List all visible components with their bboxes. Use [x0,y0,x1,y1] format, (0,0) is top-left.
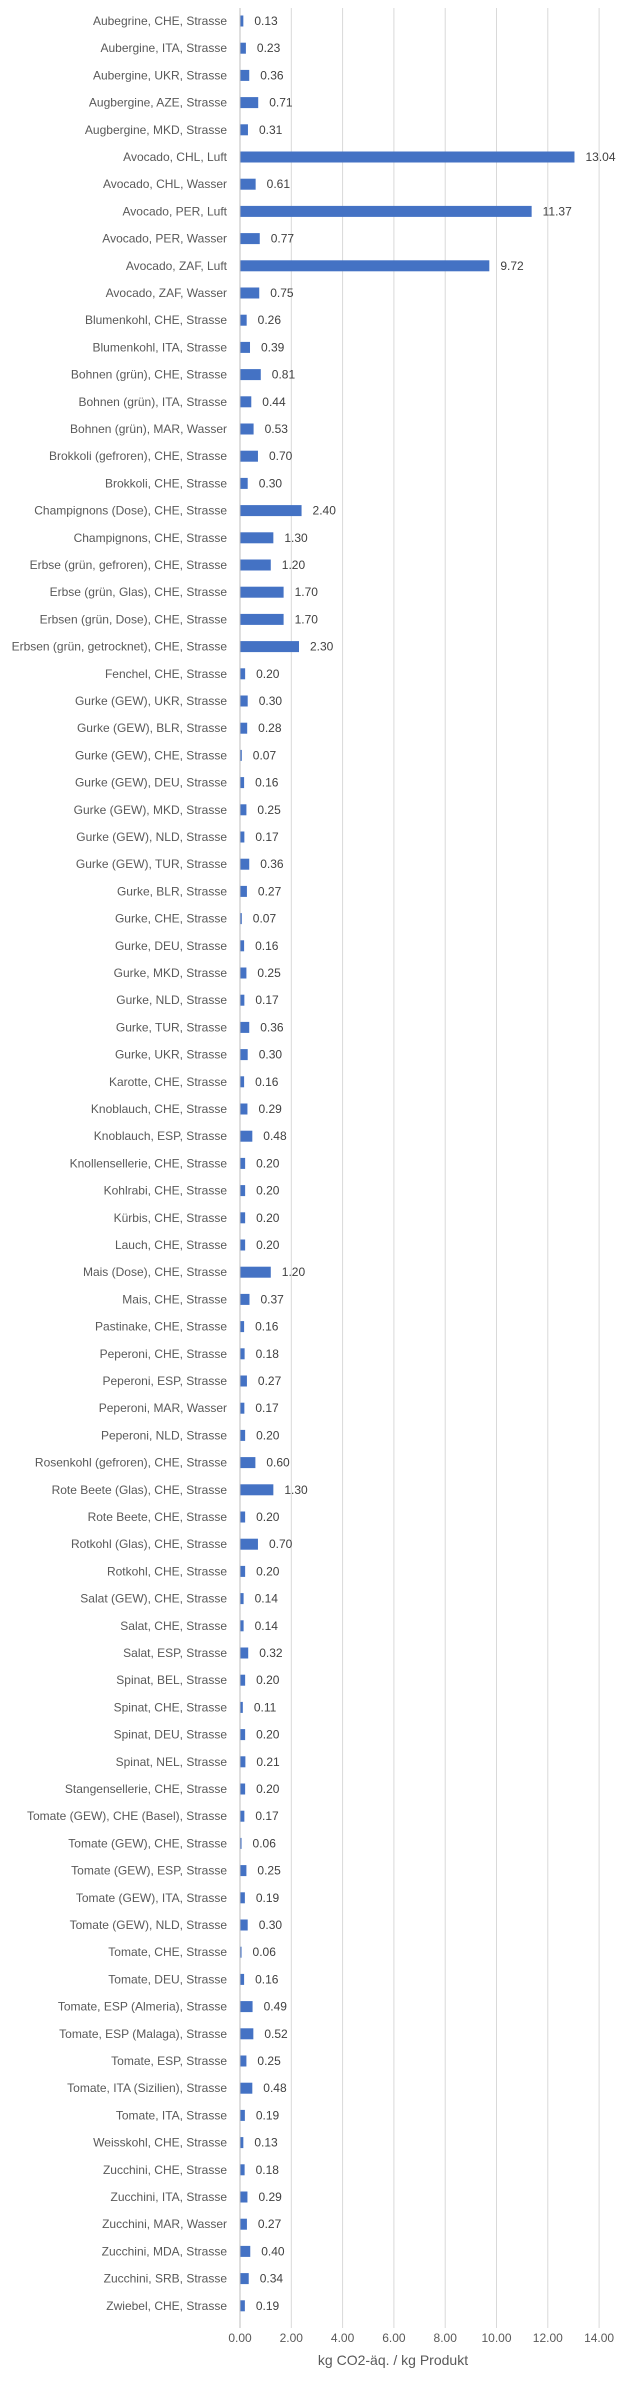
category-label: Karotte, CHE, Strasse [108,1074,227,1089]
value-label: 0.20 [256,1782,280,1796]
bar [240,641,299,652]
value-label: 0.25 [257,802,281,817]
value-label: 0.49 [263,1999,287,2014]
category-label: Gurke (GEW), UKR, Strasse [74,694,227,708]
bar [240,1648,248,1659]
category-label: Zucchini, SRB, Strasse [103,2271,227,2286]
value-label: 0.17 [255,1809,279,1824]
bar [240,1267,271,1278]
bar [240,179,256,190]
value-label: 0.20 [256,1238,280,1252]
value-label: 0.18 [255,1346,279,1361]
bar [240,260,489,271]
bar [240,587,284,598]
category-label: Aubegrine, CHE, Strasse [92,14,227,28]
value-label: 0.28 [258,721,282,736]
value-label: 0.71 [269,95,293,110]
bar [240,2137,243,2148]
category-label: Tomate, ITA, Strasse [115,2108,227,2123]
category-label: Tomate (GEW), ESP, Strasse [71,1863,227,1878]
bar [240,2056,246,2067]
value-label: 0.20 [256,1510,280,1524]
value-label: 0.70 [268,1537,293,1552]
x-tick-label: 0.00 [228,2331,252,2345]
value-label: 0.11 [253,1700,277,1715]
bar [240,315,247,326]
x-tick-label: 12.00 [532,2331,563,2345]
value-label: 0.70 [268,449,293,464]
value-label: 0.20 [256,1673,280,1688]
bar [240,124,248,135]
category-label: Rotkohl (Glas), CHE, Strasse [70,1537,227,1552]
value-label: 0.13 [254,2135,278,2150]
value-label: 0.36 [260,857,284,872]
bar [240,995,244,1006]
category-label: Tomate, ESP (Malaga), Strasse [59,2026,227,2041]
category-label: Champignons (Dose), CHE, Strasse [34,503,227,518]
value-label: 0.30 [258,1047,283,1062]
value-label: 0.23 [256,41,281,56]
category-label: Gurke (GEW), NLD, Strasse [76,830,227,844]
category-label: Lauch, CHE, Strasse [114,1238,227,1252]
bar [240,1811,244,1822]
category-label: Spinat, DEU, Strasse [113,1727,227,1742]
bar [240,1484,273,1495]
bar [240,2273,249,2284]
category-label: Salat (GEW), CHE, Strasse [80,1591,227,1606]
bar [240,451,258,462]
bar [240,1593,244,1604]
x-tick-label: 6.00 [382,2331,406,2345]
bar [240,1049,248,1060]
value-label: 1.30 [284,530,308,545]
value-label: 0.27 [257,1374,282,1388]
bar [240,2219,247,2230]
bar [240,1158,245,1169]
category-label: Tomate, DEU, Strasse [108,1972,227,1987]
category-label: Erbse (grün, gefroren), CHE, Strasse [29,558,227,572]
value-label: 0.53 [264,422,288,436]
category-label: Weisskohl, CHE, Strasse [93,2135,227,2150]
bar [240,1430,245,1441]
category-label: Erbsen (grün, Dose), CHE, Strasse [39,612,227,627]
category-label: Avocado, PER, Luft [122,204,227,219]
bar [240,940,244,951]
value-label: 0.20 [256,1156,280,1171]
value-label: 0.20 [256,1428,280,1443]
category-label: Tomate, ESP, Strasse [111,2054,227,2068]
bar [240,97,258,108]
bar [240,206,532,217]
category-label: Zucchini, CHE, Strasse [102,2162,227,2177]
value-label: 0.20 [256,666,280,681]
bar [240,614,284,625]
category-label: Rosenkohl (gefroren), CHE, Strasse [34,1455,227,1470]
category-label: Gurke, NLD, Strasse [116,993,227,1008]
bar [240,1321,244,1332]
value-label: 0.20 [256,1727,280,1742]
value-label: 0.14 [254,1591,278,1606]
value-label: 0.75 [270,286,294,300]
value-label: 0.32 [259,1646,283,1660]
bar [240,152,574,163]
category-label: Knoblauch, CHE, Strasse [90,1102,227,1116]
category-labels [12,14,228,2313]
value-label: 13.04 [585,150,616,164]
category-label: Champignons, CHE, Strasse [73,530,227,545]
category-label: Salat, CHE, Strasse [120,1618,227,1633]
value-label: 0.48 [263,1129,287,1144]
bar [240,859,249,870]
value-label: 0.37 [260,1292,284,1307]
bar [240,723,247,734]
category-label: Mais (Dose), CHE, Strasse [82,1265,227,1280]
value-label: 0.20 [256,1564,280,1579]
bar [240,1348,245,1359]
category-label: Tomate, CHE, Strasse [108,1945,227,1960]
bar [240,832,244,843]
bar [240,1675,245,1686]
value-label: 0.36 [260,68,284,83]
value-label: 0.17 [255,830,279,844]
value-label: 0.16 [255,1074,279,1089]
bar [240,2110,245,2121]
bar [240,2083,252,2094]
category-label: Tomate, ESP (Almeria), Strasse [57,1999,227,2014]
value-label: 0.60 [266,1455,290,1470]
category-label: Augbergine, MKD, Strasse [84,122,227,137]
bar [240,1403,244,1414]
value-label: 0.20 [256,1210,280,1225]
category-label: Zucchini, MAR, Wasser [102,2217,227,2232]
category-label: Avocado, ZAF, Wasser [105,286,227,300]
bar [240,1240,245,1251]
category-label: Gurke, CHE, Strasse [114,911,227,926]
value-label: 0.16 [255,1319,279,1334]
value-label: 1.20 [281,1265,306,1280]
category-label: Peperoni, NLD, Strasse [100,1428,227,1443]
category-label: Bohnen (grün), MAR, Wasser [70,422,227,436]
value-label: 2.30 [309,639,334,654]
category-label: Blumenkohl, ITA, Strasse [92,340,227,355]
category-label: Zucchini, ITA, Strasse [110,2190,227,2204]
value-label: 0.30 [258,694,283,708]
bar [240,1022,249,1033]
category-label: Erbse (grün, Glas), CHE, Strasse [49,585,227,600]
value-label: 0.16 [255,1972,279,1987]
category-label: Gurke, DEU, Strasse [114,938,227,953]
bar [240,696,248,707]
value-label: 1.20 [281,558,306,572]
category-label: Peperoni, ESP, Strasse [102,1374,227,1388]
bar [240,668,245,679]
category-label: Augbergine, AZE, Strasse [88,95,227,110]
category-label: Tomate, ITA (Sizilien), Strasse [67,2081,227,2096]
category-label: Mais, CHE, Strasse [122,1292,227,1307]
category-label: Fenchel, CHE, Strasse [104,666,227,681]
bar [240,1892,245,1903]
bar [240,478,248,489]
bar [240,1131,252,1142]
category-label: Avocado, CHL, Wasser [102,177,227,192]
bar [240,2164,245,2175]
category-label: Tomate (GEW), NLD, Strasse [69,1918,227,1932]
value-label: 0.81 [271,367,296,382]
bar [240,2028,253,2039]
bar [240,1620,244,1631]
category-label: Gurke, UKR, Strasse [114,1047,227,1062]
category-label: Gurke (GEW), BLR, Strasse [76,721,227,736]
bar [240,1865,246,1876]
bar [240,2300,245,2311]
value-label: 0.13 [254,14,278,28]
value-label: 0.17 [255,1401,279,1416]
category-label: Gurke, MKD, Strasse [113,966,227,980]
value-label: 2.40 [312,503,336,518]
bar [240,1212,245,1223]
value-label: 1.70 [294,612,318,627]
bar [240,1104,247,1115]
gridlines [291,8,599,2328]
value-label: 0.25 [257,966,281,980]
value-label: 0.19 [255,2298,280,2313]
category-label: Avocado, CHL, Luft [123,150,227,164]
value-label: 0.06 [252,1945,276,1960]
bar [240,505,302,516]
bar [240,1185,245,1196]
bar [240,1920,248,1931]
bar [240,777,244,788]
category-label: Tomate (GEW), ITA, Strasse [75,1890,227,1905]
value-label: 0.44 [262,394,286,409]
x-tick-labels [228,2331,614,2345]
value-label: 0.16 [255,775,279,790]
value-label: 0.36 [260,1020,284,1035]
category-label: Kürbis, CHE, Strasse [113,1210,227,1225]
value-label: 0.52 [264,2026,288,2041]
value-label: 0.07 [252,748,277,763]
x-axis-title: kg CO2-äq. / kg Produkt [317,2352,469,2368]
category-label: Tomate (GEW), CHE (Basel), Strasse [26,1809,227,1824]
x-tick-label: 2.00 [279,2331,303,2345]
x-tick-label: 10.00 [481,2331,512,2345]
value-label: 0.16 [255,938,279,953]
category-label: Spinat, CHE, Strasse [113,1700,227,1715]
value-label: 0.39 [261,340,285,355]
category-label: Gurke (GEW), DEU, Strasse [74,775,227,790]
bar [240,424,254,435]
value-label: 0.26 [257,313,282,328]
bar [240,1974,244,1985]
x-tick-label: 14.00 [584,2331,615,2345]
value-labels [253,14,616,2313]
bar [240,1784,245,1795]
bar [240,1729,245,1740]
category-label: Rotkohl, CHE, Strasse [106,1564,227,1579]
bar [240,2192,247,2203]
bar [240,70,249,81]
category-label: Bohnen (grün), ITA, Strasse [78,394,227,409]
category-label: Avocado, PER, Wasser [102,231,227,246]
category-label: Stangensellerie, CHE, Strasse [64,1782,227,1796]
category-label: Gurke (GEW), TUR, Strasse [75,857,227,872]
category-label: Bohnen (grün), CHE, Strasse [70,367,227,382]
category-label: Knollensellerie, CHE, Strasse [69,1156,227,1171]
value-label: 0.19 [255,2108,280,2123]
bar [240,1539,258,1550]
category-label: Avocado, ZAF, Luft [125,258,227,273]
bar [240,288,259,299]
category-label: Zucchini, MDA, Strasse [101,2244,227,2259]
bar [240,2001,253,2012]
bar [240,342,250,353]
value-label: 0.18 [255,2162,279,2177]
bar [240,560,271,571]
value-label: 0.19 [255,1890,280,1905]
category-label: Knoblauch, ESP, Strasse [93,1129,227,1144]
category-label: Aubergine, UKR, Strasse [92,68,227,83]
value-label: 0.14 [254,1618,278,1633]
bar [240,1457,255,1468]
category-label: Zwiebel, CHE, Strasse [106,2298,227,2313]
bar [240,1756,245,1767]
bar [240,1076,244,1087]
value-label: 0.34 [259,2271,284,2286]
value-label: 0.77 [270,231,295,246]
bar [240,968,246,979]
value-label: 0.30 [258,1918,283,1932]
bar [240,43,246,54]
category-label: Blumenkohl, CHE, Strasse [84,313,227,328]
category-label: Erbsen (grün, getrocknet), CHE, Strasse [11,639,227,654]
category-label: Tomate (GEW), CHE, Strasse [68,1836,227,1851]
bar [240,2246,250,2257]
category-label: Brokkoli (gefroren), CHE, Strasse [48,449,227,464]
bar [240,532,273,543]
category-label: Spinat, BEL, Strasse [116,1673,227,1688]
category-label: Peperoni, CHE, Strasse [99,1346,227,1361]
bar [240,396,251,407]
value-label: 11.37 [542,204,572,219]
value-label: 9.72 [500,258,524,273]
value-label: 0.31 [258,122,283,137]
value-label: 0.29 [258,1102,282,1116]
bar [240,16,243,27]
value-label: 0.17 [255,993,279,1008]
value-label: 0.40 [261,2244,285,2259]
value-label: 0.27 [257,884,282,899]
value-label: 0.48 [263,2081,287,2096]
bar [240,1376,247,1387]
category-label: Pastinake, CHE, Strasse [94,1319,227,1334]
category-label: Gurke (GEW), MKD, Strasse [73,802,227,817]
category-label: Gurke (GEW), CHE, Strasse [74,748,227,763]
category-label: Brokkoli, CHE, Strasse [104,476,227,491]
bar [240,1566,245,1577]
bar [240,233,260,244]
x-tick-label: 4.00 [330,2331,355,2345]
value-label: 0.25 [257,2054,281,2068]
value-label: 0.61 [266,177,291,192]
bar [240,369,261,380]
category-label: Gurke, BLR, Strasse [116,884,227,899]
category-label: Rote Beete (Glas), CHE, Strasse [51,1482,227,1497]
bar [240,886,247,897]
category-label: Peperoni, MAR, Wasser [98,1401,227,1416]
category-label: Gurke, TUR, Strasse [115,1020,227,1035]
value-label: 0.20 [256,1183,280,1198]
category-label: Kohlrabi, CHE, Strasse [103,1183,227,1198]
value-label: 1.70 [294,585,318,600]
category-label: Rote Beete, CHE, Strasse [87,1510,227,1524]
value-label: 0.21 [256,1754,280,1769]
value-label: 0.07 [252,911,277,926]
value-label: 0.06 [252,1836,276,1851]
bar [240,1512,245,1523]
x-tick-label: 8.00 [433,2331,457,2345]
value-label: 1.30 [284,1482,308,1497]
category-label: Aubergine, ITA, Strasse [100,41,227,56]
bar [240,804,246,815]
value-label: 0.25 [257,1863,281,1878]
value-label: 0.30 [258,476,283,491]
bar [240,1294,249,1305]
value-label: 0.29 [258,2190,282,2204]
bars [240,16,574,2312]
category-label: Salat, ESP, Strasse [123,1646,227,1660]
value-label: 0.27 [257,2217,282,2232]
category-label: Spinat, NEL, Strasse [115,1754,227,1769]
